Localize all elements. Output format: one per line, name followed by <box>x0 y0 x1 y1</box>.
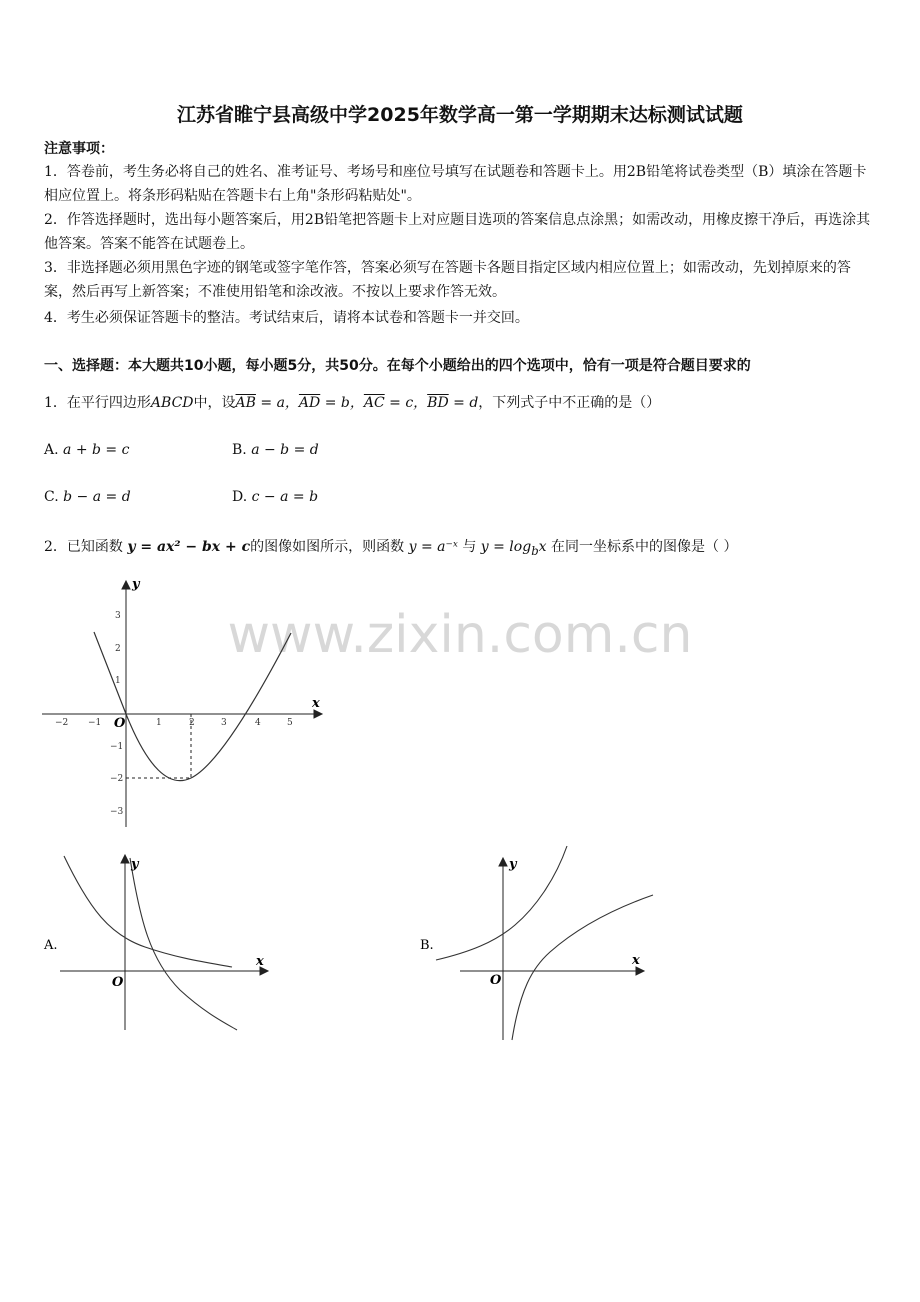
x-axis-label: x <box>632 953 640 968</box>
page-title: 江苏省睢宁县高级中学2025年数学高一第一学期期末达标测试试题 <box>177 104 743 126</box>
q1-eq-a: = a， <box>255 395 299 411</box>
option-a-label: A. <box>44 938 58 953</box>
question-1 <box>44 392 660 412</box>
q2-log-arg: x <box>538 539 547 555</box>
curve-decreasing-log <box>130 858 237 1030</box>
q2-mid: 的图像如图所示，则函数 <box>250 539 405 555</box>
x-axis-label: x <box>256 954 264 969</box>
note-4: 4．考生必须保证答题卡的整洁。考试结束后，请将本试卷和答题卡一并交回。 <box>44 310 529 326</box>
parabola-graph <box>40 575 340 835</box>
y-tick-neg2: −2 <box>110 774 124 784</box>
q2-func-exp: y = a⁻ˣ <box>408 539 458 555</box>
x-axis-label: x <box>312 696 320 711</box>
x-tick-neg2: −2 <box>55 718 69 728</box>
question-2 <box>44 536 737 558</box>
y-axis-arrow <box>122 581 130 589</box>
graph-option-b[interactable] <box>420 840 660 1045</box>
q2-suffix: 在同一坐标系中的图像是（ ） <box>551 539 738 555</box>
q1-shape: ABCD <box>150 395 194 411</box>
q1-vector-bd: $\overline{BD}$ <box>427 395 449 411</box>
x-axis-arrow <box>314 710 322 718</box>
y-axis-label: y <box>509 857 517 872</box>
y-axis-label: y <box>132 577 140 592</box>
q1-option-a[interactable]: A. a + b = c <box>44 442 130 458</box>
y-tick-3: 3 <box>115 611 121 621</box>
q2-and: 与 <box>462 539 477 555</box>
note-3: 3．非选择题必须用黑色字迹的钢笔或签字笔作答，答案必须写在答题卡各题目指定区域内相应位置上；如需改动，先划掉原来的答案，然后再写上新答案；不准使用铅笔和涂改液。不按以上要求作答无效。 <box>44 260 851 300</box>
notes-heading: 注意事项： <box>44 141 114 157</box>
x-tick-3: 3 <box>221 718 227 728</box>
origin-label: O <box>112 975 124 990</box>
x-tick-5: 5 <box>287 718 293 728</box>
y-tick-1: 1 <box>115 676 121 686</box>
q2-func-quadratic: y = ax² − bx + c <box>127 539 251 555</box>
q1-option-c[interactable]: C. b − a = d <box>44 489 131 505</box>
q1-vector-ac: $\overline{AC}$ <box>363 395 385 411</box>
x-tick-2: 2 <box>189 718 195 728</box>
q2-prefix: 2．已知函数 <box>44 539 123 555</box>
y-axis-label: y <box>131 857 139 872</box>
y-axis-arrow <box>499 858 507 866</box>
graph-option-a[interactable] <box>40 850 280 1035</box>
y-tick-neg3: −3 <box>110 807 124 817</box>
x-tick-1: 1 <box>156 718 162 728</box>
q1-eq-d: = d <box>448 395 479 411</box>
parabola-curve <box>94 632 291 781</box>
x-tick-neg1: −1 <box>88 718 102 728</box>
option-b-label: B. <box>420 938 434 953</box>
origin-label: O <box>114 716 126 731</box>
q1-vector-ab: $\overline{AB}$ <box>235 395 256 411</box>
q1-vector-ad: $\overline{AD}$ <box>298 395 321 411</box>
y-tick-2: 2 <box>115 644 121 654</box>
q1-option-b[interactable]: B. a − b = d <box>232 442 319 458</box>
watermark: www.zixin.com.cn <box>227 605 693 665</box>
q1-suffix: ，下列式子中不正确的是（） <box>478 395 661 411</box>
q1-option-d[interactable]: D. c − a = b <box>232 489 319 505</box>
note-1: 1．答卷前，考生务必将自己的姓名、准考证号、考场号和座位号填写在试题卷和答题卡上。用2B铅笔将试卷类型（B）填涂在答题卡相应位置上。将条形码粘贴在答题卡右上角"条形码粘贴处"。 <box>44 164 867 204</box>
q1-prefix: 1．在平行四边形 <box>44 395 151 411</box>
q2-log-base: b <box>531 543 539 558</box>
y-axis-arrow <box>121 855 129 863</box>
origin-label: O <box>490 973 502 988</box>
q1-eq-c: = c， <box>384 395 428 411</box>
x-tick-4: 4 <box>255 718 261 728</box>
y-tick-neg1: −1 <box>110 742 124 752</box>
note-2: 2．作答选择题时，选出每小题答案后，用2B铅笔把答题卡上对应题目选项的答案信息点涂黑；如需改动，用橡皮擦干净后，再选涂其他答案。答案不能答在试题卷上。 <box>44 212 871 252</box>
x-axis-arrow <box>636 967 644 975</box>
curve-decreasing-exp <box>64 856 232 967</box>
q2-func-log: y = log <box>480 539 532 555</box>
q1-mid: 中，设 <box>193 395 236 411</box>
q1-eq-b: = b， <box>320 395 364 411</box>
section-heading: 一、选择题：本大题共10小题，每小题5分，共50分。在每个小题给出的四个选项中，恰有一项是符合题目要求的 <box>44 358 751 374</box>
